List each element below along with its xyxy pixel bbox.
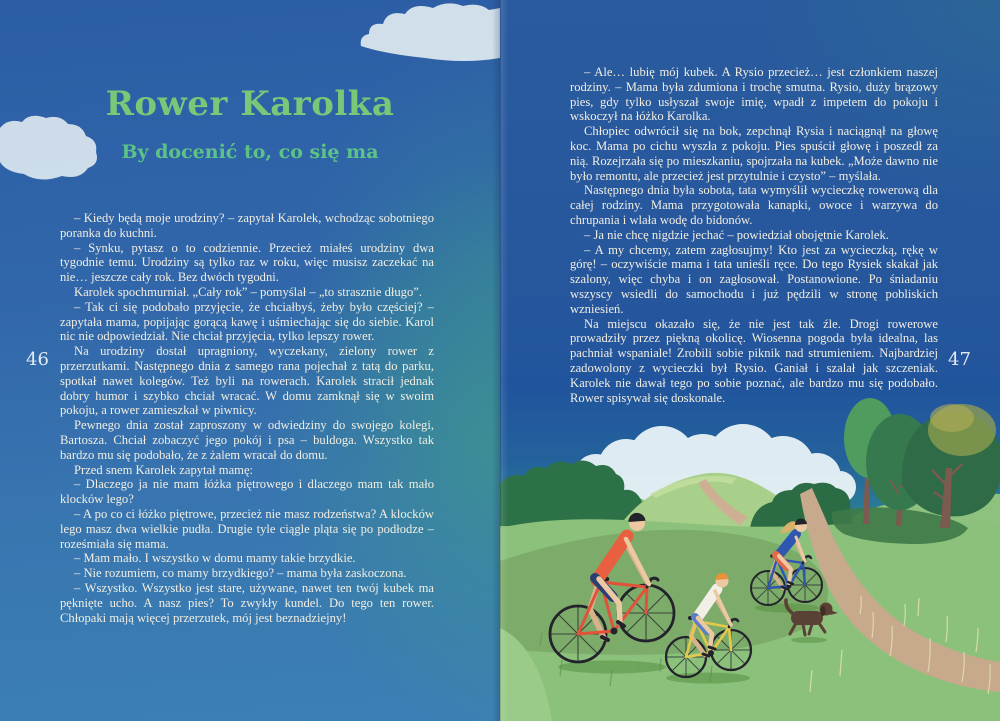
- paragraph: Na urodziny dostał upragniony, wyczekany, zielony rower z przerzutkami. Następnego dnia z samego rana pojechał z tatą do parku, spotkał nawet kolegów. Też byli na rowerach. Karolek stracił jednak dobry humor i szybko chciał wracać. W domu zamknął się w swoim pokoju, a rower zamieszkał w piwnicy.: [60, 344, 434, 418]
- page-number-right: 47: [948, 349, 971, 370]
- family-bike-ride-illustration: [500, 376, 1000, 721]
- paragraph: – Synku, pytasz o to codziennie. Przecież miałeś urodziny dwa tygodnie temu. Urodziny są tylko raz w roku, więc musisz zaczekać na nie… jeszcze cały rok. Bez dwóch tygodni.: [60, 240, 434, 285]
- paragraph: Chłopiec odwrócił się na bok, zepchnął Rysia i naciągnął na głowę koc. Mama po cichu wyszła z pokoju. Pies spuścił głowę i poszedł za nią. Rozejrzała się po mieszkaniu, spojrzała na kubek. „Może dawno nie było remontu, ale przecież jest przytulnie i czysto” – myślała.: [570, 124, 938, 183]
- paragraph: – Ale… lubię mój kubek. A Rysio przecież… jest członkiem naszej rodziny. – Mama była zdumiona i trochę smutna. Rysio, duży brązowy pies, gdy tylko usłyszał swoje imię, wpadł z impetem do pokoju i wskoczył na łóżko Karolka.: [570, 65, 938, 124]
- paragraph: – Ja nie chcę nigdzie jechać – powiedział obojętnie Karolek.: [584, 227, 889, 242]
- paragraph: Na miejscu okazało się, że nie jest tak źle. Drogi rowerowe prowadziły przez piękną okolicę. Wiosenna pogoda była idealna, las pachniał wspaniale! Zrobili sobie piknik nad strumieniem. Najbardziej zadowolony z wycieczki był Rysio. Ganiał i szalał jak szczeniak. Karolek nie dawał tego po sobie poznać, ale bardzo mu się podobało. Rower spisywał się doskonale.: [570, 316, 938, 405]
- paragraph: Pewnego dnia został zaproszony w odwiedziny do swojego kolegi, Bartosza. Chciał zobaczyć jego pokój i psa – buldoga. Wszystko tak bardzo mu się podobało, że z żalem wracał do domu.: [60, 418, 434, 462]
- right-page: [500, 0, 1000, 721]
- story-title: Rower Karolka: [105, 83, 395, 124]
- left-page-text: [60, 211, 434, 625]
- paragraph: Karolek spochmurniał. „Cały rok” – pomyślał – „to strasznie długo”.: [74, 284, 422, 299]
- paragraph: – Nie rozumiem, co mamy brzydkiego? – mama była zaskoczona.: [74, 566, 407, 581]
- paragraph: – Tak ci się podobało przyjęcie, że chciałbyś, żeby było częściej? – zapytała mama, popijając gorącą kawę i uśmiechając się do siebie. Karol nic nie odpowiedział. Nie chciał przyjęcia, tylko lepszy rower.: [60, 299, 434, 344]
- paragraph: Następnego dnia była sobota, tata wymyślił wycieczkę rowerową dla całej rodziny. Mama przygotowała kanapki, owoce i warzywa do chrupania i wlała wodę do bidonów.: [570, 183, 938, 227]
- story-subtitle: By docenić to, co się ma: [121, 140, 379, 163]
- paragraph: – Kiedy będą moje urodziny? – zapytał Karolek, wchodząc sobotniego poranka do kuchni.: [60, 211, 434, 240]
- cloud-icon: [355, 0, 500, 64]
- paragraph: – Mam mało. I wszystko w domu mamy takie brzydkie.: [74, 551, 356, 566]
- right-page-text: [570, 65, 938, 405]
- paragraph: – A po co ci łóżko piętrowe, przecież nie masz rodzeństwa? A klocków lego masz dwa wielkie pudła. Drugie tyle ciągle pląta się po podłodze – roześmiała się mama.: [60, 506, 434, 551]
- paragraph: – A my chcemy, zatem zagłosujmy! Kto jest za wycieczką, rękę w górę! – oczywiście mama i tata unieśli ręce. Do tego Rysiek skakał jak szalony, więc chyba i on zagłosował. Postanowione. Po śniadaniu wszyscy wsiedli do samochodu i już pędzili w stronę pobliskich wzniesień.: [570, 242, 938, 316]
- page-number-left: 46: [26, 349, 49, 370]
- paragraph: – Wszystko. Wszystko jest stare, używane, nawet ten twój kubek ma pęknięte ucho. A nasz pies? To zwykły kundel. Do tego ten rower. Chłopaki mają więcej przerzutek, mój jest beznadziejny!: [60, 580, 434, 625]
- paragraph: Przed snem Karolek zapytał mamę:: [74, 462, 254, 477]
- paragraph: – Dlaczego ja nie mam łóżka piętrowego i dlaczego mam tak mało klocków lego?: [60, 477, 434, 507]
